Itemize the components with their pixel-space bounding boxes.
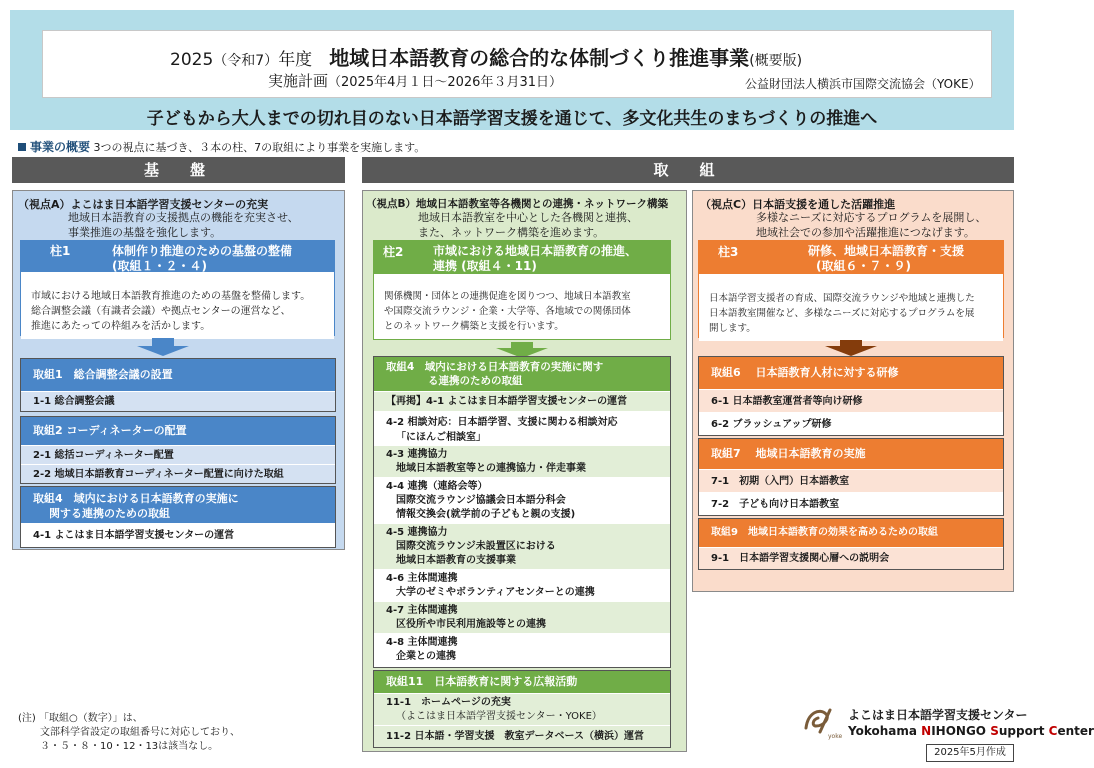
view-b-title: （視点B）地域日本語教室等各機関との連携・ネットワーク構築 bbox=[366, 198, 669, 210]
creation-date: 2025年5月作成 bbox=[926, 744, 1014, 762]
slogan: 子どもから大人までの切れ目のない日本語学習支援を通じて、多文化共生のまちづくりの推進へ bbox=[146, 109, 878, 129]
plan-label: 実施計画 bbox=[268, 72, 329, 90]
torikumi-7-2-item: 7-2 子ども向け日本語教室 bbox=[699, 492, 1003, 515]
torikumi-4-2-item: 4-2 相談対応：日本語学習、支援に関わる相談対応 「にほんご相談室」 bbox=[374, 411, 670, 445]
pillar-1-title: 体制作り推進のための基盤の整備 bbox=[112, 244, 293, 258]
pillar-1-body: 市域における地域日本語教育推進のための基盤を整備します。 総合調整会議（有識者会議）や拠点センターの運営など、 推進にあたっての枠組みを活かします。 bbox=[21, 284, 334, 339]
page-title bbox=[170, 42, 802, 71]
view-a-title: （視点A）よこはま日本語学習支援センターの充実 bbox=[18, 198, 269, 211]
logo-english-name: Yokohama NIHONGO Support Center bbox=[848, 724, 1094, 738]
pillar-3-title: 研修、地域日本語教育・支援 bbox=[808, 244, 965, 258]
pillar-2-label: 柱2 bbox=[383, 245, 404, 259]
torikumi-9-head: 取組9 地域日本語教育の効果を高めるための取組 bbox=[699, 519, 1003, 547]
torikumi-4-1-item: 4-1 よこはま日本語学習支援センターの運営 bbox=[21, 523, 335, 547]
torikumi-4-6-item: 4-6 主体間連携 大学のゼミやボランティアセンターとの連携 bbox=[374, 569, 670, 601]
pillar-3-head bbox=[698, 240, 1004, 274]
torikumi-4-4-item: 4-4 連携（連絡会等） 国際交流ラウンジ協議会日本語分科会 情報交換会(就学前の子どもと親の支援) bbox=[374, 477, 670, 523]
torikumi-7-box bbox=[698, 438, 1004, 516]
view-a-desc: 地域日本語教育の支援拠点の機能を充実させ、 事業推進の基盤を強化します。 bbox=[68, 211, 299, 239]
torikumi-4a-head: 取組4 域内における日本語教育の実施に 関する連携のための取組 bbox=[21, 487, 335, 523]
torikumi-7-1-item: 7-1 初期（入門）日本語教室 bbox=[699, 469, 1003, 492]
torikumi-2-2-item: 2-2 地域日本語教育コーディネーター配置に向けた取組 bbox=[21, 464, 335, 483]
view-b-desc: 地域日本語教室を中心とした各機関と連携、 また、ネットワーク構築を進めます。 bbox=[418, 211, 638, 239]
view-c-desc: 多様なニーズに対応するプログラムを展開し、 地域社会での参加や活躍推進につなげます。 bbox=[756, 211, 987, 239]
title-year-suffix: 年度 bbox=[278, 50, 313, 70]
overview-label: 事業の概要 bbox=[30, 140, 91, 154]
torikumi-11-head: 取組11 日本語教育に関する広報活動 bbox=[374, 671, 670, 693]
organization-name: 公益財団法人横浜市国際交流協会（YOKE） bbox=[745, 77, 981, 91]
footnote: (注) 「取組○（数字）」は、 文部科学省設定の取組番号に対応しており、 ３・５・８・10・12・13は該当なし。 bbox=[18, 713, 240, 752]
period-text: （2025年4月１日〜2026年３月31日） bbox=[328, 75, 562, 90]
torikumi-2-1-item: 2-1 総括コーディネーター配置 bbox=[21, 445, 335, 464]
torikumi-4b-box bbox=[373, 356, 671, 668]
down-arrow-icon bbox=[825, 346, 877, 356]
plan-period bbox=[268, 70, 562, 91]
title-year: 2025 bbox=[170, 50, 214, 70]
square-bullet-icon bbox=[18, 143, 26, 151]
title-era: （令和7） bbox=[213, 53, 279, 69]
torikumi-11-box bbox=[373, 670, 671, 748]
yoke-logo-icon bbox=[800, 704, 843, 740]
pillar-1-head bbox=[20, 240, 335, 272]
overview-text: 3つの視点に基づき、３本の柱、7の取組により事業を実施します。 bbox=[93, 141, 426, 154]
torikumi-4-8-item: 4-8 主体間連携 企業との連携 bbox=[374, 633, 670, 665]
torikumi-9-box bbox=[698, 518, 1004, 570]
torikumi-6-1-item: 6-1 日本語教室運営者等向け研修 bbox=[699, 389, 1003, 412]
title-summary-note: (概要版) bbox=[749, 53, 803, 69]
torikumi-1-1-item: 1-1 総合調整会議 bbox=[21, 391, 335, 411]
pillar-2-body: 関係機関・団体との連携促進を図りつつ、地域日本語教室 や国際交流ラウンジ・企業・大学等、各地域での関係団体 とのネットワーク構築と支援を行います。 bbox=[374, 284, 670, 339]
torikumi-9-1-item: 9-1 日本語学習支援関心層への説明会 bbox=[699, 547, 1003, 569]
torikumi-4-1-repost-item: 【再掲】4-1 よこはま日本語学習支援センターの運営 bbox=[374, 391, 670, 411]
torikumi-2-box bbox=[20, 416, 336, 484]
torikumi-4b-head: 取組4 域内における日本語教育の実施に関す る連携のための取組 bbox=[374, 357, 670, 391]
pillar-2-sub: 連携 (取組４・11) bbox=[433, 259, 537, 273]
torikumi-1-head: 取組1 総合調整会議の設置 bbox=[21, 359, 335, 391]
section-head-kiban: 基 盤 bbox=[12, 157, 345, 183]
pillar-1-sub: (取組１・２・４) bbox=[112, 259, 207, 273]
torikumi-6-head: 取組6 日本語教育人材に対する研修 bbox=[699, 357, 1003, 389]
down-arrow-icon bbox=[137, 346, 189, 356]
logo-japanese-name: よこはま日本語学習支援センター bbox=[848, 708, 1028, 722]
torikumi-4-5-item: 4-5 連携協力 国際交流ラウンジ未設置区における 地域日本語教育の支援事業 bbox=[374, 523, 670, 569]
pillar-3-label: 柱3 bbox=[718, 245, 739, 259]
logo-mark-text: yoke bbox=[828, 733, 843, 740]
torikumi-1-box bbox=[20, 358, 336, 412]
torikumi-4-7-item: 4-7 主体間連携 区役所や市民利用施設等との連携 bbox=[374, 601, 670, 633]
torikumi-2-head: 取組2 コーディネーターの配置 bbox=[21, 417, 335, 445]
pillar-2-title: 市域における地域日本語教育の推進、 bbox=[433, 244, 638, 258]
pillar-3-sub: (取組６・７・９) bbox=[816, 259, 911, 273]
torikumi-6-2-item: 6-2 ブラッシュアップ研修 bbox=[699, 412, 1003, 435]
torikumi-4-3-item: 4-3 連携協力 地域日本語教室等との連携協力・伴走事業 bbox=[374, 445, 670, 477]
torikumi-11-1-item: 11-1 ホームページの充実 （よこはま日本語学習支援センター・YOKE） bbox=[374, 693, 670, 725]
title-main: 地域日本語教育の総合的な体制づくり推進事業 bbox=[329, 46, 750, 70]
arrow-stem-a bbox=[152, 338, 174, 346]
pillar-1-label: 柱1 bbox=[50, 244, 71, 258]
pillar-2-head bbox=[373, 240, 671, 274]
section-head-torikumi: 取 組 bbox=[362, 157, 1014, 183]
torikumi-6-box bbox=[698, 356, 1004, 436]
overview bbox=[18, 138, 425, 155]
pillar-3-body: 日本語学習支援者の育成、国際交流ラウンジや地域と連携した 日本語教室開催など、多様なニーズに対応するプログラムを展 開します。 bbox=[699, 286, 1003, 341]
view-c-title: （視点C）日本語支援を通した活躍推進 bbox=[700, 198, 896, 211]
torikumi-11-2-item: 11-2 日本語・学習支援 教室データベース（横浜）運営 bbox=[374, 725, 670, 747]
torikumi-7-head: 取組7 地域日本語教育の実施 bbox=[699, 439, 1003, 469]
torikumi-4a-box bbox=[20, 486, 336, 548]
